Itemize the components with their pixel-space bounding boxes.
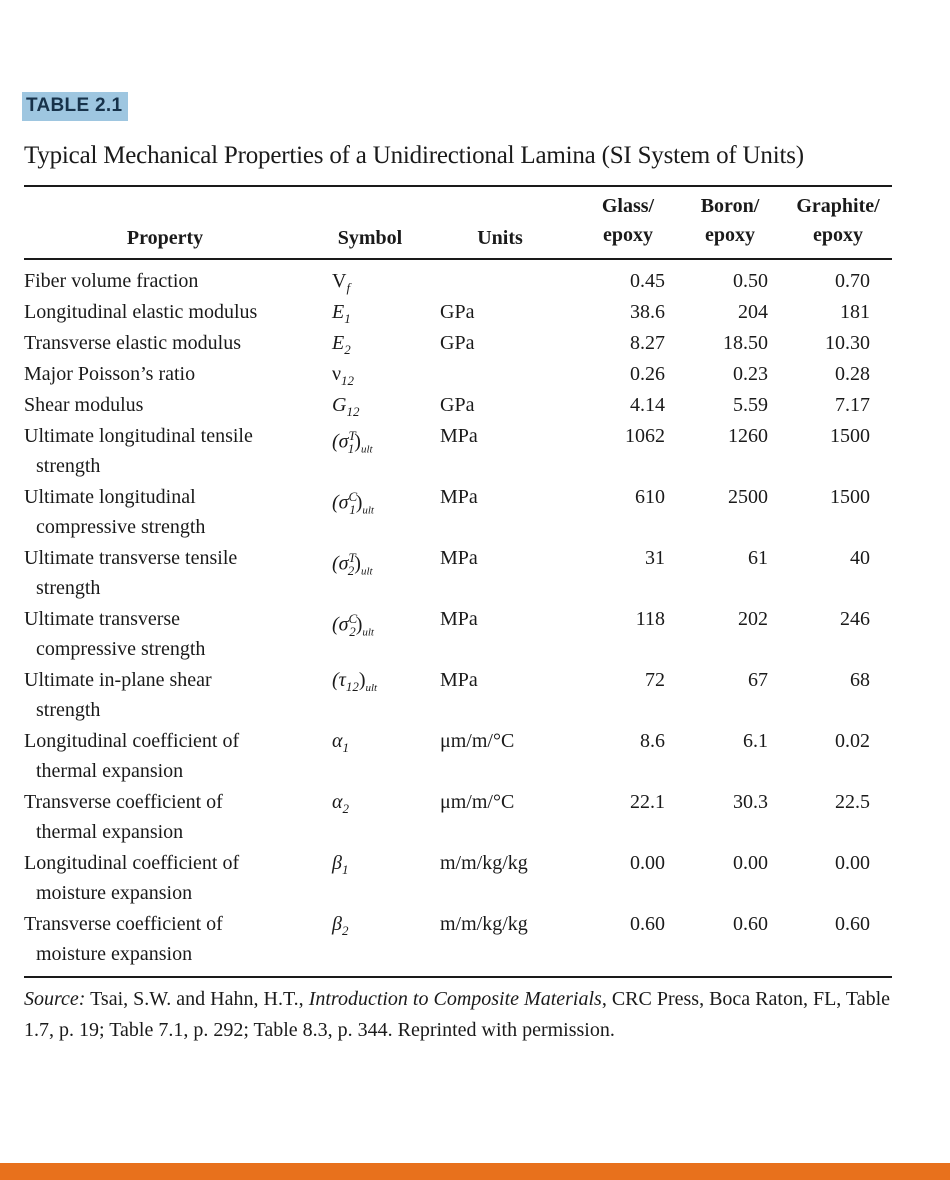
property-cell <box>24 787 314 847</box>
property-line1: Longitudinal elastic modulus <box>24 301 258 323</box>
symbol-base: V <box>332 270 347 292</box>
glass-epoxy-value: 0.45 <box>630 270 665 292</box>
header-property: Property <box>126 227 204 249</box>
units-cell: μm/m/°C <box>440 791 515 813</box>
graphite-epoxy-value: 22.5 <box>835 791 870 813</box>
header-symbol: Symbol <box>337 227 403 249</box>
property-line2: thermal expansion <box>36 821 184 843</box>
header-boron-line2: epoxy <box>705 224 755 246</box>
glass-epoxy-value: 610 <box>635 486 665 508</box>
header-glass-epoxy <box>580 192 676 250</box>
property-cell <box>24 390 314 420</box>
graphite-epoxy-value: 40 <box>850 547 870 569</box>
property-line1: Transverse elastic modulus <box>24 332 242 354</box>
boron-epoxy-value: 30.3 <box>733 791 768 813</box>
symbol-ult-subscript: ult <box>362 504 374 517</box>
symbol-cell <box>332 665 377 703</box>
property-cell <box>24 421 314 481</box>
boron-epoxy-value: 0.23 <box>733 363 768 385</box>
symbol-subscript: 1 <box>342 740 349 755</box>
symbol-subscript: 2 <box>342 801 349 816</box>
symbol-subscript: 2 <box>347 562 355 578</box>
symbol-base: E <box>332 332 345 354</box>
symbol-cell <box>332 909 348 946</box>
header-glass-line2: epoxy <box>603 224 653 246</box>
symbol-subscript: 1 <box>347 440 355 456</box>
units-cell: MPa <box>440 425 478 447</box>
property-line2: strength <box>36 455 101 477</box>
property-line1: Ultimate longitudinal tensile <box>24 425 253 447</box>
property-cell <box>24 328 314 358</box>
symbol-close-paren: ) <box>355 491 363 514</box>
symbol-subscript: 1 <box>349 501 356 517</box>
property-line1: Ultimate transverse tensile <box>24 547 238 569</box>
property-line1: Major Poisson’s ratio <box>24 363 196 385</box>
boron-epoxy-value: 18.50 <box>723 332 768 354</box>
boron-epoxy-value: 5.59 <box>733 394 768 416</box>
property-line2: strength <box>36 699 101 721</box>
glass-epoxy-value: 38.6 <box>630 301 665 323</box>
source-book-title: Introduction to Composite Materials <box>308 988 602 1010</box>
header-units: Units <box>477 227 523 249</box>
property-cell <box>24 297 314 327</box>
symbol-base: (σ <box>332 613 349 636</box>
property-cell <box>24 604 314 664</box>
symbol-ult-subscript: ult <box>365 682 378 694</box>
glass-epoxy-value: 8.6 <box>640 730 665 752</box>
units-cell: MPa <box>440 669 478 691</box>
symbol-cell <box>332 604 374 648</box>
symbol-superscript: T <box>348 550 356 565</box>
graphite-epoxy-value: 246 <box>840 608 870 630</box>
symbol-subscript: 12 <box>345 679 359 694</box>
symbol-base: β <box>332 913 342 935</box>
property-line1: Ultimate in-plane shear <box>24 669 212 691</box>
graphite-epoxy-value: 0.02 <box>835 730 870 752</box>
property-line1: Transverse coefficient of <box>24 791 223 813</box>
units-cell: GPa <box>440 332 475 354</box>
symbol-subscript: 2 <box>344 342 351 357</box>
units-cell: GPa <box>440 301 475 323</box>
property-line2: thermal expansion <box>36 760 184 782</box>
symbol-base: α <box>332 791 343 813</box>
symbol-superscript: C <box>348 611 358 626</box>
glass-epoxy-value: 0.26 <box>630 363 665 385</box>
symbol-close-paren: ) <box>354 552 361 575</box>
property-line1: Ultimate longitudinal <box>24 486 196 508</box>
property-line1: Shear modulus <box>24 394 144 416</box>
header-graphite-line1: Graphite/ <box>796 195 880 217</box>
boron-epoxy-value: 67 <box>748 669 768 691</box>
property-line1: Longitudinal coefficient of <box>24 852 240 874</box>
table-caption: Typical Mechanical Properties of a Unidirectional Lamina (SI System of Units) <box>24 142 804 169</box>
glass-epoxy-value: 22.1 <box>630 791 665 813</box>
glass-epoxy-value: 72 <box>645 669 665 691</box>
header-graphite-line2: epoxy <box>813 224 863 246</box>
bottom-rule <box>24 976 892 978</box>
header-boron-line1: Boron/ <box>700 195 760 217</box>
boron-epoxy-value: 204 <box>738 301 768 323</box>
property-line2: compressive strength <box>36 638 206 660</box>
graphite-epoxy-value: 0.00 <box>835 852 870 874</box>
property-line2: moisture expansion <box>36 943 193 965</box>
graphite-epoxy-value: 1500 <box>830 425 870 447</box>
symbol-subscript: 2 <box>341 923 349 938</box>
graphite-epoxy-value: 7.17 <box>835 394 870 416</box>
property-cell <box>24 726 314 786</box>
source-authors: Tsai, S.W. and Hahn, H.T., <box>85 988 309 1010</box>
symbol-subscript: 12 <box>346 404 360 419</box>
property-cell <box>24 665 314 725</box>
symbol-cell <box>332 543 373 587</box>
header-graphite-epoxy <box>790 192 886 250</box>
header-boron-epoxy <box>682 192 778 250</box>
symbol-cell <box>332 726 349 763</box>
symbol-cell <box>332 848 348 885</box>
property-cell <box>24 266 314 296</box>
symbol-base: (σ <box>332 552 349 575</box>
glass-epoxy-value: 8.27 <box>630 332 665 354</box>
boron-epoxy-value: 0.60 <box>733 913 768 935</box>
property-line1: Transverse coefficient of <box>24 913 223 935</box>
property-cell <box>24 848 314 908</box>
property-cell <box>24 482 314 542</box>
graphite-epoxy-value: 181 <box>840 301 870 323</box>
units-cell: MPa <box>440 608 478 630</box>
boron-epoxy-value: 0.00 <box>733 852 768 874</box>
boron-epoxy-value: 202 <box>738 608 768 630</box>
property-cell <box>24 359 314 389</box>
symbol-subscript: 1 <box>341 862 349 877</box>
symbol-close-paren: ) <box>355 613 363 636</box>
header-rule <box>24 258 892 260</box>
boron-epoxy-value: 1260 <box>728 425 768 447</box>
property-line1: Fiber volume fraction <box>24 270 199 292</box>
property-line2: compressive strength <box>36 516 206 538</box>
boron-epoxy-value: 2500 <box>728 486 768 508</box>
graphite-epoxy-value: 1500 <box>830 486 870 508</box>
units-cell: μm/m/°C <box>440 730 515 752</box>
units-cell: MPa <box>440 486 478 508</box>
symbol-base: (σ <box>332 491 349 514</box>
top-rule <box>24 185 892 187</box>
glass-epoxy-value: 31 <box>645 547 665 569</box>
boron-epoxy-value: 0.50 <box>733 270 768 292</box>
graphite-epoxy-value: 68 <box>850 669 870 691</box>
graphite-epoxy-value: 0.60 <box>835 913 870 935</box>
table-label: TABLE 2.1 <box>22 92 128 121</box>
symbol-ult-subscript: ult <box>362 626 374 639</box>
symbol-superscript: T <box>348 428 356 443</box>
symbol-base: α <box>332 730 343 752</box>
glass-epoxy-value: 4.14 <box>630 394 665 416</box>
graphite-epoxy-value: 0.70 <box>835 270 870 292</box>
property-line2: strength <box>36 577 101 599</box>
symbol-base: (τ <box>332 669 346 691</box>
property-cell <box>24 543 314 603</box>
bottom-accent-bar <box>0 1163 950 1180</box>
symbol-base: (σ <box>332 430 349 453</box>
symbol-base: E <box>332 301 345 323</box>
symbol-ult-subscript: ult <box>360 565 373 578</box>
symbol-subscript: 2 <box>349 623 356 639</box>
symbol-cell <box>332 421 373 465</box>
symbol-subscript: 1 <box>344 311 351 326</box>
header-glass-line1: Glass/ <box>601 195 655 217</box>
symbol-base: β <box>332 852 342 874</box>
glass-epoxy-value: 0.60 <box>630 913 665 935</box>
glass-epoxy-value: 118 <box>635 608 665 630</box>
boron-epoxy-value: 61 <box>748 547 768 569</box>
glass-epoxy-value: 0.00 <box>630 852 665 874</box>
symbol-base: G <box>332 394 347 416</box>
source-note <box>24 984 904 1046</box>
symbol-close-paren: ) <box>358 669 366 691</box>
property-line1: Longitudinal coefficient of <box>24 730 240 752</box>
graphite-epoxy-value: 10.30 <box>825 332 870 354</box>
symbol-cell <box>332 482 374 526</box>
symbol-subscript: f <box>346 280 351 295</box>
property-cell <box>24 909 314 969</box>
units-cell: GPa <box>440 394 475 416</box>
symbol-base: ν <box>332 363 342 385</box>
units-cell: m/m/kg/kg <box>440 913 528 935</box>
boron-epoxy-value: 6.1 <box>743 730 768 752</box>
symbol-subscript: 12 <box>341 373 355 388</box>
source-label: Source: <box>24 988 86 1010</box>
units-cell: MPa <box>440 547 478 569</box>
symbol-ult-subscript: ult <box>360 443 373 456</box>
source-details: , CRC Press, Boca Raton, FL, Table 1.7, p. 19; Table 7.1, p. 292; Table 8.3, p. 344. Reprinted with permission. <box>24 988 891 1041</box>
symbol-cell <box>332 787 349 824</box>
graphite-epoxy-value: 0.28 <box>835 363 870 385</box>
property-line2: moisture expansion <box>36 882 193 904</box>
units-cell: m/m/kg/kg <box>440 852 528 874</box>
property-line1: Ultimate transverse <box>24 608 181 630</box>
symbol-superscript: C <box>348 489 358 504</box>
glass-epoxy-value: 1062 <box>625 425 665 447</box>
symbol-close-paren: ) <box>354 430 361 453</box>
